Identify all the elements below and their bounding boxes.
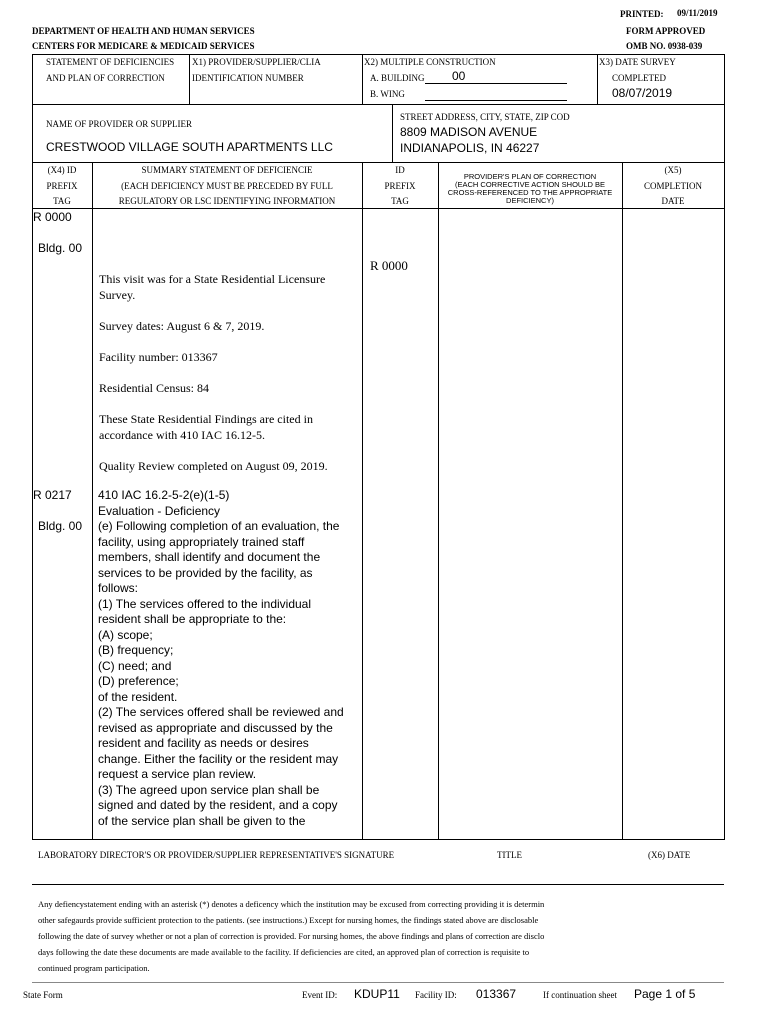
provider-name-label: NAME OF PROVIDER OR SUPPLIER	[46, 119, 193, 129]
address-line-2: INDIANAPOLIS, IN 46227	[400, 141, 540, 155]
regulation-line: (D) preference;	[98, 674, 179, 688]
wing-label: B. WING	[370, 89, 405, 99]
address-label: STREET ADDRESS, CITY, STATE, ZIP COD	[400, 112, 570, 122]
continuation-label: If continuation sheet	[543, 990, 617, 1000]
regulation-line: services to be provided by the facility, as	[98, 565, 313, 580]
disclaimer-line: Any defiencystatement ending with an asterisk (*) denotes a deficency which the institution may be excused from correcting providing it is determin	[38, 899, 545, 909]
regulation-line: (A) scope;	[98, 627, 153, 642]
facility-id-label: Facility ID:	[415, 990, 457, 1000]
director-signature-label: LABORATORY DIRECTOR'S OR PROVIDER/SUPPLIER REPRESENTATIVE'S SIGNATURE	[38, 850, 395, 860]
regulation-line: (1) The services offered to the individual	[98, 596, 312, 611]
regulation-line: revised as appropriate and discussed by the	[98, 720, 333, 735]
x4-header-3: TAG	[53, 196, 71, 206]
building-tag-2: Bldg. 00	[38, 519, 83, 533]
regulation-line: resident and facility as needs or desires	[98, 736, 309, 750]
regulation-line: (3) The agreed upon service plan shall be	[98, 782, 320, 797]
plan-header-3: CROSS-REFERENCED TO THE APPROPRIATE	[447, 188, 613, 197]
id-header-1: ID	[395, 165, 405, 175]
summary-paragraph-3: Facility number: 013367	[99, 350, 218, 364]
summary-paragraph-6: Quality Review completed on August 09, 2019.	[99, 459, 328, 473]
disclaimer-text	[38, 896, 544, 976]
provider-name-value: CRESTWOOD VILLAGE SOUTH APARTMENTS LLC	[46, 140, 333, 154]
facility-id-value: 013367	[476, 987, 517, 1001]
plan-header-2: (EACH CORRECTIVE ACTION SHOULD BE	[454, 180, 606, 189]
x5-header-1: (X5)	[664, 165, 682, 175]
summary-header-1: SUMMARY STATEMENT OF DEFICIENCIE	[141, 165, 313, 175]
regulation-line: 410 IAC 16.2-5-2(e)(1-5)	[98, 488, 230, 502]
title-label: TITLE	[497, 850, 522, 860]
regulation-line: (C) need; and	[98, 658, 172, 673]
regulation-line: facility, using appropriately trained staff	[98, 534, 305, 549]
regulation-text	[98, 488, 344, 829]
centers-title: CENTERS FOR MEDICARE & MEDICAID SERVICES	[32, 41, 255, 51]
regulation-line: (2) The services offered shall be reviewed and	[98, 705, 344, 719]
x5-header-3: DATE	[661, 196, 685, 206]
form-approved: FORM APPROVED	[626, 26, 706, 36]
regulation-line: of the service plan shall be given to the	[98, 813, 306, 828]
x2-label: X2) MULTIPLE CONSTRUCTION	[364, 57, 496, 67]
department-title: DEPARTMENT OF HEALTH AND HUMAN SERVICES	[32, 26, 255, 36]
regulation-line: resident shall be appropriate to the:	[98, 612, 287, 626]
regulation-line: (e) Following completion of an evaluation, the	[98, 519, 340, 533]
summary-paragraph-4: Residential Census: 84	[99, 381, 209, 395]
regulation-line: Evaluation - Deficiency	[98, 503, 221, 518]
disclaimer-line: other safegaurds provide sufficient protection to the patients. (see instructions.) Except for nursing homes, the findings stated above are disclosable	[38, 915, 539, 925]
page-number: Page 1 of 5	[634, 987, 696, 1001]
prefix-tag-2: R 0217	[33, 488, 72, 502]
summary-header-3: REGULATORY OR LSC IDENTIFYING INFORMATION	[118, 196, 336, 206]
disclaimer-line: days following the date these documents are made available to the facility. If deficiencies are cited, an approved plan of correction is requisite to	[38, 947, 530, 957]
event-id-label: Event ID:	[302, 990, 338, 1000]
x4-header-2: PREFIX	[46, 181, 78, 191]
x6-date-label: (X6) DATE	[648, 850, 691, 860]
printed-date: 09/11/2019	[677, 8, 718, 18]
event-id-value: KDUP11	[354, 987, 400, 1001]
building-tag-1: Bldg. 00	[38, 241, 83, 255]
x4-header-1: (X4) ID	[47, 165, 77, 175]
regulation-line: change. Either the facility or the resident may	[98, 751, 339, 766]
address-line-1: 8809 MADISON AVENUE	[400, 125, 538, 139]
regulation-line: members, shall identify and document the	[98, 550, 321, 564]
summary-paragraph-1: This visit was for a State Residential Licensure Survey.	[99, 272, 326, 302]
regulation-line: signed and dated by the resident, and a copy	[98, 798, 338, 812]
summary-header-2: (EACH DEFICIENCY MUST BE PRECEDED BY FULL	[121, 181, 333, 191]
x3-label-1: X3) DATE SURVEY	[599, 57, 676, 67]
plan-header-1: PROVIDER'S PLAN OF CORRECTION	[463, 172, 597, 181]
x1-label-2: IDENTIFICATION NUMBER	[192, 73, 304, 83]
x3-label-2: COMPLETED	[612, 73, 666, 83]
survey-completed-date: 08/07/2019	[612, 86, 673, 100]
regulation-line: follows:	[98, 581, 139, 595]
disclaimer-line: continued program participation.	[38, 963, 150, 973]
building-label: A. BUILDING	[370, 73, 425, 83]
id-header-3: TAG	[391, 196, 409, 206]
x1-label-1: X1) PROVIDER/SUPPLIER/CLIA	[192, 57, 321, 67]
omb-number: OMB NO. 0938-039	[626, 41, 703, 51]
right-prefix-tag-1: R 0000	[370, 258, 408, 273]
summary-paragraph-5: These State Residential Findings are cited in accordance with 410 IAC 16.12-5.	[99, 412, 313, 442]
regulation-line: (B) frequency;	[98, 643, 174, 657]
id-header-2: PREFIX	[384, 181, 416, 191]
printed-label: PRINTED:	[620, 9, 664, 19]
building-value: 00	[452, 69, 466, 83]
disclaimer-line: following the date of survey whether or not a plan of correction is provided. For nursing homes, the above findings and plans of correction are disclo	[38, 931, 545, 941]
plan-header-4: DEFICIENCY)	[506, 196, 554, 205]
regulation-line: request a service plan review.	[98, 767, 257, 781]
statement-label-2: AND PLAN OF CORRECTION	[46, 73, 165, 83]
x5-header-2: COMPLETION	[644, 181, 702, 191]
summary-paragraph-2: Survey dates: August 6 & 7, 2019.	[99, 319, 265, 333]
regulation-line: of the resident.	[98, 689, 178, 704]
prefix-tag-1: R 0000	[33, 210, 72, 224]
state-form-label: State Form	[23, 990, 63, 1000]
statement-label-1: STATEMENT OF DEFICIENCIES	[46, 57, 175, 67]
